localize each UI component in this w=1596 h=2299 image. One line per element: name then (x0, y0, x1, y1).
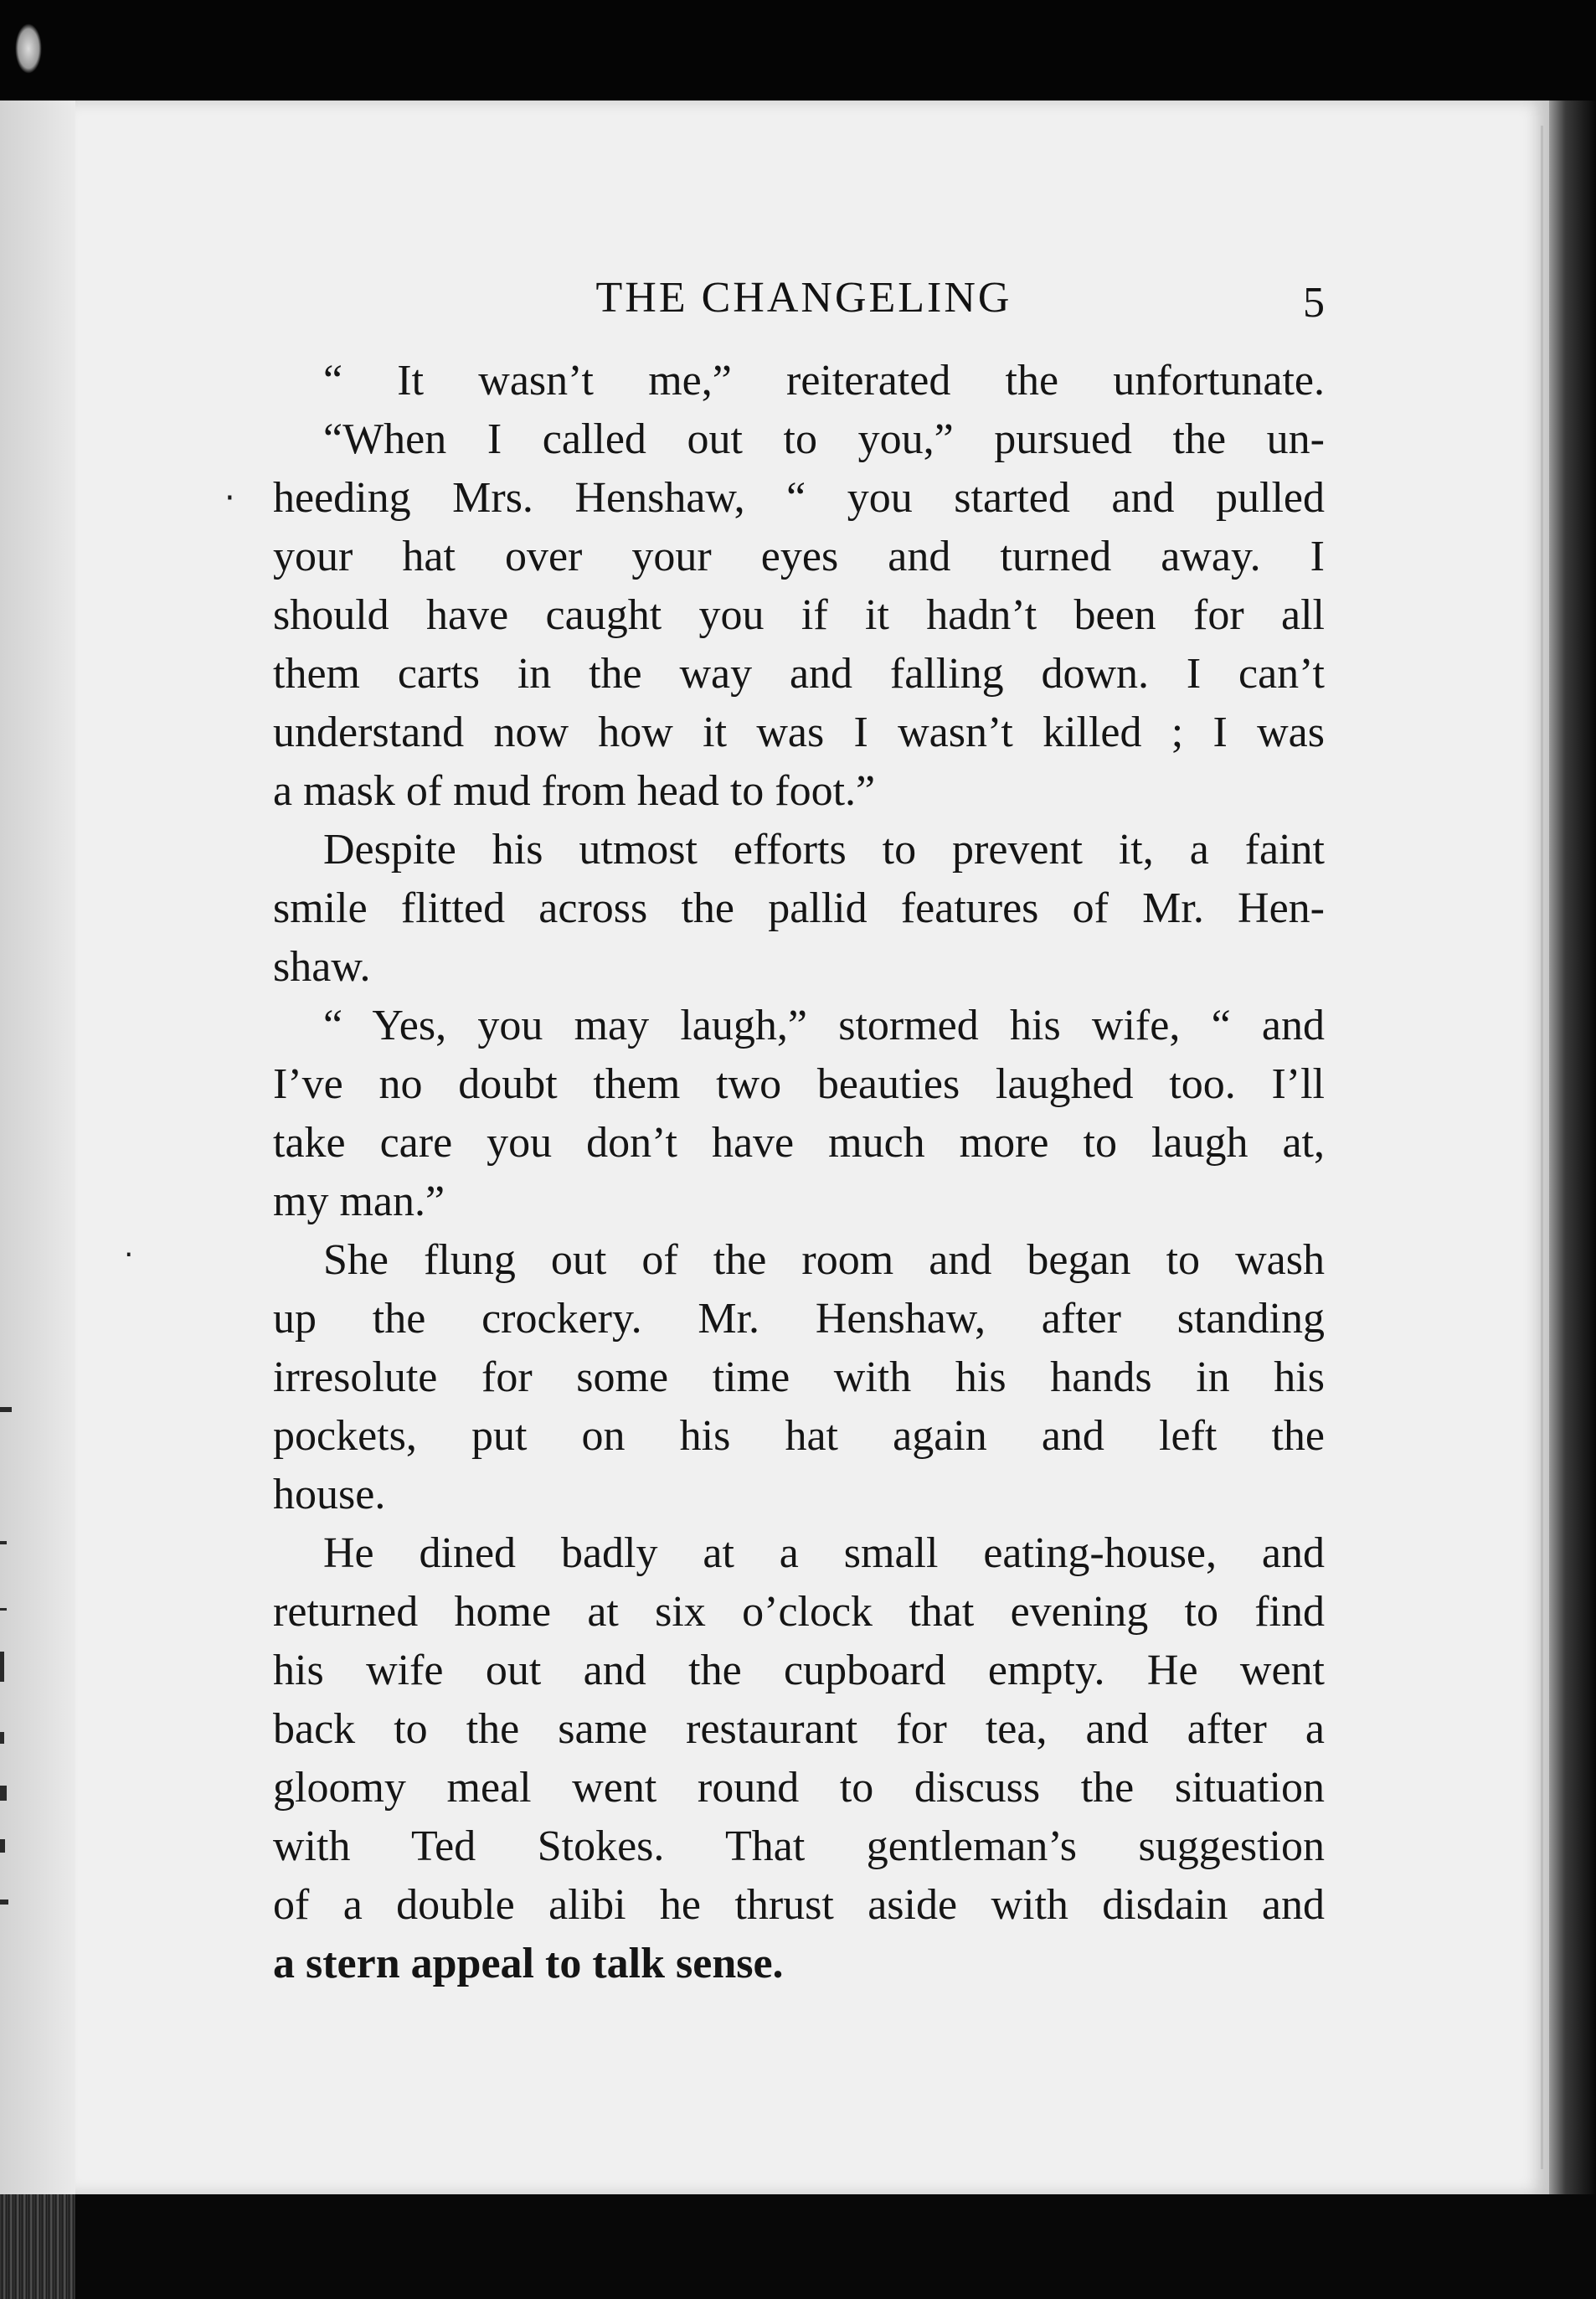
previous-page-edge (0, 101, 75, 2194)
text-line: returned home at six o’clock that evening to find (273, 1588, 1325, 1636)
text-line: a stern appeal to talk sense. (273, 1940, 784, 1987)
text-line: pockets, put on his hat again and left the (273, 1412, 1325, 1460)
text-line: “When I called out to you,” pursued the un- (323, 415, 1325, 463)
text-line: his wife out and the cupboard empty. He went (273, 1647, 1325, 1694)
running-head: THE CHANGELING (595, 274, 1012, 322)
edge-mark (0, 1652, 4, 1682)
text-line: with Ted Stokes. That gentleman’s suggestion (273, 1822, 1325, 1870)
scan-top-border (0, 0, 1596, 101)
text-line: I’ve no doubt them two beauties laughed too. I’ll (273, 1060, 1325, 1108)
text-line: She flung out of the room and began to wash (323, 1236, 1325, 1284)
scan-bottom-noise (0, 2194, 75, 2299)
text-line: “ It wasn’t me,” reiterated the unfortunate. (323, 357, 1325, 405)
text-line: Despite his utmost efforts to prevent it, a faint (323, 826, 1325, 874)
text-line: He dined badly at a small eating-house, and (323, 1529, 1325, 1577)
text-line: understand now how it was I wasn’t killed ; I was (273, 709, 1325, 756)
edge-mark (0, 1900, 8, 1905)
text-line: your hat over your eyes and turned away. I (273, 533, 1325, 580)
text-line: my man.” (273, 1178, 445, 1225)
text-line: shaw. (273, 943, 371, 991)
text-line: irresolute for some time with his hands in his (273, 1353, 1325, 1401)
text-line: them carts in the way and falling down. I can’t (273, 650, 1325, 698)
text-line: up the crockery. Mr. Henshaw, after standing (273, 1295, 1325, 1343)
page-number: 5 (1303, 279, 1325, 327)
edge-mark (0, 1786, 7, 1801)
scan-corner-mark (15, 23, 42, 74)
text-line: gloomy meal went round to discuss the situation (273, 1764, 1325, 1812)
margin-dot: · (224, 479, 235, 518)
edge-mark (0, 1732, 4, 1744)
text-line: “ Yes, you may laugh,” stormed his wife, “ and (323, 1002, 1325, 1049)
edge-mark (0, 1407, 12, 1412)
text-line: house. (273, 1471, 386, 1518)
text-line: should have caught you if it hadn’t been for all (273, 591, 1325, 639)
text-line: heeding Mrs. Henshaw, “ you started and pulled (273, 474, 1325, 522)
text-line: of a double alibi he thrust aside with disdain and (273, 1881, 1325, 1929)
edge-mark (0, 1541, 7, 1544)
text-line: take care you don’t have much more to laugh at, (273, 1119, 1325, 1167)
edge-mark (0, 1608, 7, 1611)
scan-bottom-border (0, 2194, 1596, 2299)
text-line: back to the same restaurant for tea, and after a (273, 1705, 1325, 1753)
page-edge-line (1541, 126, 1543, 2169)
edge-mark (0, 1839, 5, 1853)
page-right-shadow (1549, 101, 1596, 2194)
margin-dot: · (124, 1238, 134, 1272)
text-line: smile flitted across the pallid features of Mr. Hen- (273, 884, 1325, 932)
text-line: a mask of mud from head to foot.” (273, 767, 876, 815)
